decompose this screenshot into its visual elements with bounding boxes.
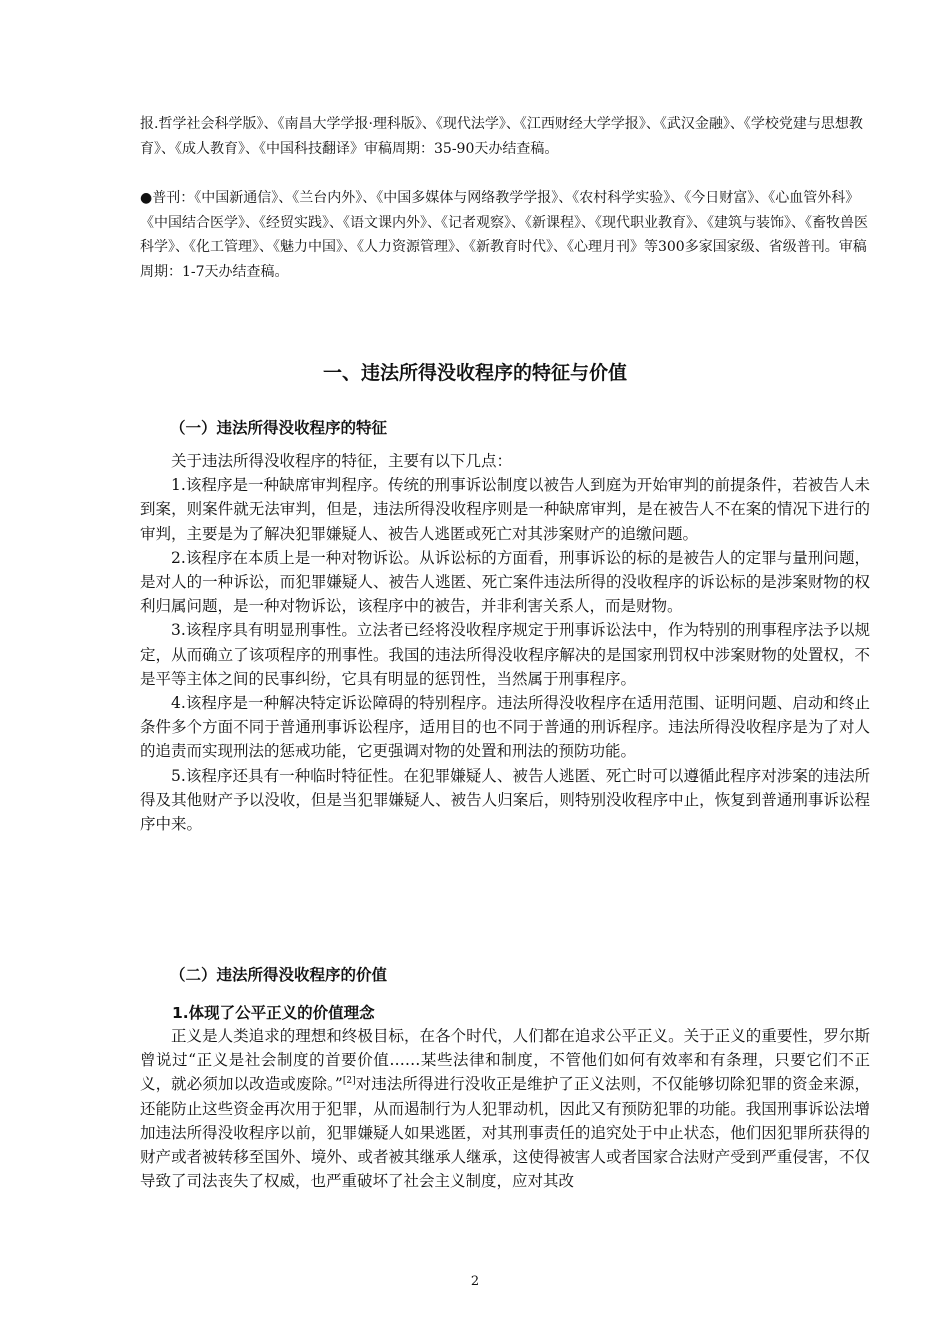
citation-mark[interactable]: [2] xyxy=(342,1076,356,1087)
paragraph-text: 对违法所得进行没收正是维护了正义法则，不仅能够切除犯罪的资金来源，还能防止这些资金再次用于犯罪，从而遏制行为人犯罪动机，因此又有预防犯罪的功能。我国刑事诉讼法增加违法所得没收程序以前，犯罪嫌疑人如果逃匿，对其刑事责任的追究处于中止状态，他们因犯罪所获得的财产或者被转移至国外、境外、或者被其继承人继承，这使得被害人或者国家合法财产受到严重侵害，不仅导致了司法丧失了权威，也严重破坏了社会主义制度，应对其改 xyxy=(140,1075,870,1191)
paragraph-text: 正义是人类追求的理想和终极目标，在各个时代，人们都在追求公平正义。关于正义的重要性，罗尔斯曾说过“正义是社会制度的首要价值……某些法律和制度，不管他们如何有效率和有条理，只要它们不正义，就必须加以改造或废除。” xyxy=(140,1027,870,1094)
features-body xyxy=(140,449,870,836)
section-title: 一、违法所得没收程序的特征与价值 xyxy=(322,362,627,384)
paragraph: 3.该程序具有明显刑事性。立法者已经将没收程序规定于刑事诉讼法中，作为特别的刑事程序法予以规定，从而确立了该项程序的刑事性。我国的违法所得没收程序解决的是国家刑罚权中涉案财物的处置权，不是平等主体之间的民事纠纷，它具有明显的惩罚性，当然属于刑事程序。 xyxy=(140,621,870,688)
page-number: 2 xyxy=(470,1274,480,1289)
value-body xyxy=(140,1024,870,1193)
general-journal-notice: ●普刊：《中国新通信》、《兰台内外》、《中国多媒体与网络教学学报》、《农村科学实验》、《今日财富》、《心血管外科》《中国结合医学》、《经贸实践》、《语文课内外》、《记者观察》、《新课程》、《现代职业教育》、《建筑与装饰》、《畜牧兽医科学》、《化工管理》、《魅力中国》、《人力资源管理》、《新教育时代》、《心理月刊》等300多家国家级、省级普刊。审稿周期：1-7天办结查稿。 xyxy=(140,190,868,280)
core-journal-notice: 报.哲学社会科学版》、《南昌大学学报·理科版》、《现代法学》、《江西财经大学学报》、《武汉金融》、《学校党建与思想教育》、《成人教育》、《中国科技翻译》审稿周期：35-90天办结查稿。 xyxy=(140,116,863,157)
point-title-justice: 1.体现了公平正义的价值理念 xyxy=(172,1004,375,1022)
paragraph xyxy=(140,1024,870,1193)
subsection-title-features: （一）违法所得没收程序的特征 xyxy=(170,419,388,437)
paragraph: 4.该程序是一种解决特定诉讼障碍的特别程序。违法所得没收程序在适用范围、证明问题、启动和终止条件多个方面不同于普通刑事诉讼程序，适用目的也不同于普通的刑诉程序。违法所得没收程序是为了对人的追责而实现刑法的惩戒功能，它更强调对物的处置和刑法的预防功能。 xyxy=(140,694,870,761)
paragraph: 2.该程序在本质上是一种对物诉讼。从诉讼标的方面看，刑事诉讼的标的是被告人的定罪与量刑问题，是对人的一种诉讼，而犯罪嫌疑人、被告人逃匿、死亡案件违法所得的没收程序的诉讼标的是涉案财物的权利归属问题，是一种对物诉讼，该程序中的被告，并非利害关系人，而是财物。 xyxy=(140,548,870,616)
paragraph: 5.该程序还具有一种临时特征性。在犯罪嫌疑人、被告人逃匿、死亡时可以遵循此程序对涉案的违法所得及其他财产予以没收，但是当犯罪嫌疑人、被告人归案后，则特别没收程序中止，恢复到普通刑事诉讼程序中来。 xyxy=(140,766,870,834)
paragraph: 1.该程序是一种缺席审判程序。传统的刑事诉讼制度以被告人到庭为开始审判的前提条件，若被告人未到案，则案件就无法审判，但是，违法所得没收程序则是一种缺席审判，是在被告人不在案的情况下进行的审判，主要是为了解决犯罪嫌疑人、被告人逃匿或死亡对其涉案财产的追缴问题。 xyxy=(140,476,870,543)
paragraph: 关于违法所得没收程序的特征，主要有以下几点： xyxy=(171,452,513,470)
subsection-title-value: （二）违法所得没收程序的价值 xyxy=(170,966,388,984)
